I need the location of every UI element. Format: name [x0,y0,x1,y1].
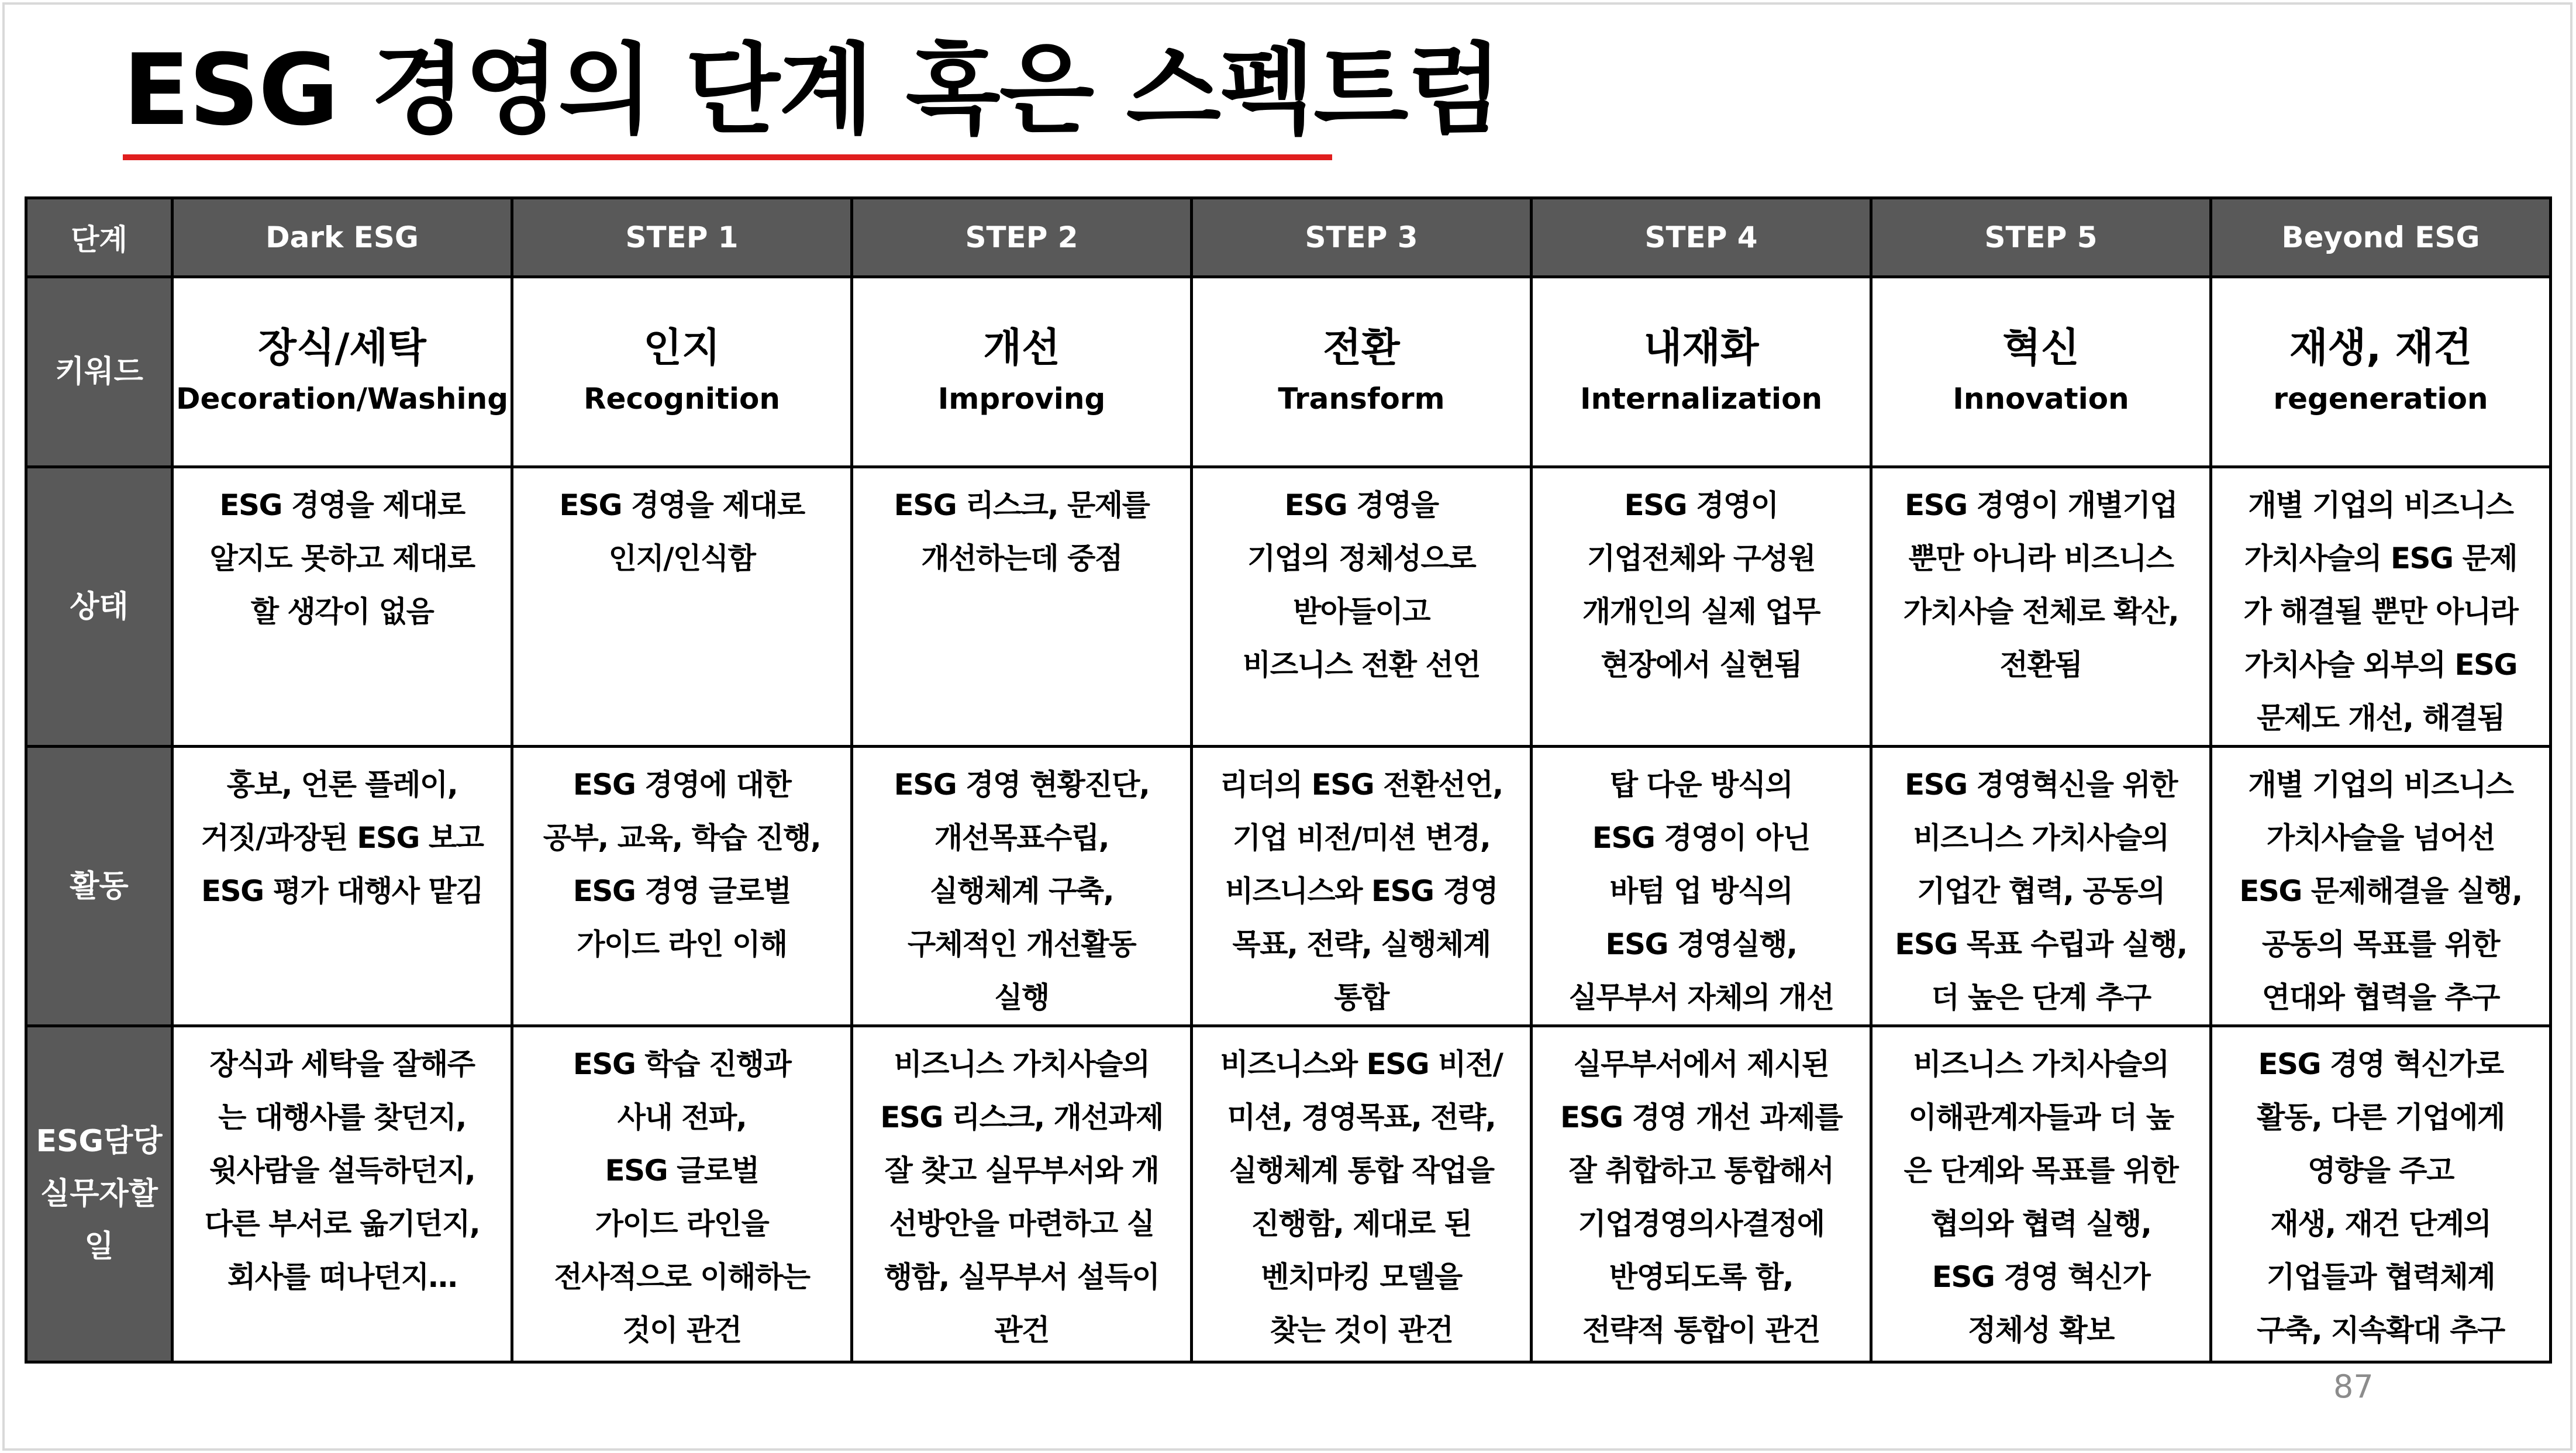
activity-cell [1871,747,2211,1026]
cell-line: 비즈니스 가치사슬의 [1913,1047,2169,1081]
keyword-cell [1532,277,1871,467]
keyword-korean: 개선 [983,325,1060,372]
cell-line: ESG 목표 수립과 실행, [1895,927,2187,961]
column-header: STEP 2 [852,198,1192,277]
cell-line: 가치사슬 외부의 ESG [2244,648,2518,682]
cell-line: 활동, 다른 기업에게 [2257,1100,2505,1134]
activity-cell [512,747,852,1026]
cell-line: ESG 경영 혁신가로 [2258,1047,2503,1081]
status-cell [1192,467,1532,747]
cell-line: 사내 전파, [617,1100,747,1134]
cell-line: 기업경영의사결정에 [1578,1207,1825,1241]
cell-line: ESG 문제해결을 실행, [2239,874,2522,908]
cell-line: 행함, 실무부서 설득이 [884,1260,1160,1294]
keyword-cell [173,277,512,467]
keyword-english: Innovation [1953,381,2129,416]
page-title: ESG 경영의 단계 혹은 스펙트럼 [123,33,1501,147]
cell-line: 현장에서 실현됨 [1601,648,1802,682]
keyword-cell [1192,277,1532,467]
keyword-korean: 전환 [1323,325,1400,372]
cell-line: 개선하는데 중점 [921,541,1122,575]
activity-cell [173,747,512,1026]
cell-line: 실무자 [40,1176,129,1212]
cell-line: 뿐만 아니라 비즈니스 [1908,541,2174,575]
cell-line: 반영되도록 함, [1609,1260,1794,1294]
cell-line: 담당 [104,1124,163,1159]
cell-line: 기업들과 협력체계 [2266,1260,2495,1294]
cell-line: ESG 평가 대행사 맡김 [201,874,484,908]
cell-line: 전략적 통합이 관건 [1582,1313,1820,1347]
cell-line: ESG 경영을 [1284,488,1439,522]
status-cell [1532,467,1871,747]
column-header: STEP 5 [1871,198,2211,277]
keyword-korean: 재생, 재건 [2289,325,2472,372]
keyword-english: regeneration [2273,381,2488,416]
cell-line: 공부, 교육, 학습 진행, [543,821,821,855]
cell-line: 할 생각이 없음 [250,595,434,629]
cell-line: ESG [36,1124,104,1159]
cell-line: 비즈니스와 ESG 경영 [1225,874,1498,908]
cell-line: 홍보, 언론 플레이, [226,768,458,802]
column-header: Beyond ESG [2211,198,2551,277]
cell-line: 연대와 협력을 추구 [2261,981,2500,1014]
cell-line: 선방안을 마련하고 실 [889,1207,1154,1241]
activity-cell [2211,747,2551,1026]
cell-line: 정체성 확보 [1968,1313,2114,1347]
activity-cell [1532,747,1871,1026]
row-label-keyword [26,277,173,467]
cell-line: ESG 경영을 제대로 [219,488,465,522]
corner-label: 단계 [26,198,173,277]
keyword-cell [2211,277,2551,467]
keyword-cell [1871,277,2211,467]
cell-line: 목표, 전략, 실행체계 [1232,927,1491,961]
cell-line: 가치사슬을 넘어선 [2266,821,2495,855]
cell-line: 받아들이고 [1293,595,1430,629]
cell-line: 인지/인식함 [608,541,756,575]
row-label-activity [26,747,173,1026]
keyword-english: Transform [1278,381,1445,416]
cell-line: 개선목표수립, [934,821,1109,855]
column-header: STEP 4 [1532,198,1871,277]
cell-line: 회사를 떠나던지… [227,1260,457,1294]
cell-line: 개개인의 실제 업무 [1582,595,1820,629]
cell-line: ESG 경영 혁신가 [1932,1260,2150,1294]
cell-line: 키워드 [55,354,143,389]
cell-line: 전환됨 [1999,648,2082,682]
cell-line: 것이 관건 [622,1313,742,1347]
cell-line: 문제도 개선, 해결됨 [2257,701,2505,735]
keyword-korean: 혁신 [2002,325,2080,372]
keyword-row [26,277,2551,467]
status-cell [1871,467,2211,747]
cell-line: 실행체계 구축, [929,874,1114,908]
page-number: 87 [2333,1368,2374,1405]
cell-line: ESG 경영 현황진단, [894,768,1150,802]
cell-line: ESG 경영에 대한 [573,768,791,802]
cell-line: 탑 다운 방식의 [1609,768,1793,802]
keyword-cell [512,277,852,467]
cell-line: 잘 찾고 실무부서와 개 [884,1154,1159,1188]
status-cell [173,467,512,747]
task-cell [512,1026,852,1362]
task-cell [2211,1026,2551,1362]
cell-line: 비즈니스 가치사슬의 [894,1047,1150,1081]
cell-line: 가치사슬 전체로 확산, [1903,595,2179,629]
task-row [26,1026,2551,1362]
esg-stage-table [25,196,2552,1364]
cell-line: 가치사슬의 ESG 문제 [2244,541,2518,575]
title-underline [123,154,1332,160]
cell-line: 활동 [70,868,129,904]
row-label-task [26,1026,173,1362]
cell-line: 비즈니스 가치사슬의 [1913,821,2169,855]
activity-cell [852,747,1192,1026]
task-cell [1532,1026,1871,1362]
status-cell [2211,467,2551,747]
cell-line: 관건 [994,1313,1049,1347]
cell-line: 전사적으로 이해하는 [554,1260,810,1294]
cell-line: ESG 경영을 제대로 [559,488,805,522]
cell-line: 통합 [1334,981,1389,1014]
activity-cell [1192,747,1532,1026]
task-cell [173,1026,512,1362]
header-row [26,198,2551,277]
cell-line: ESG 경영실행, [1605,927,1797,961]
cell-line: ESG 경영혁신을 위한 [1904,768,2178,802]
cell-line: ESG 경영이 [1624,488,1778,522]
cell-line: 가이드 라인을 [595,1207,769,1241]
cell-line: 개별 기업의 비즈니스 [2248,488,2513,522]
keyword-korean: 장식/세탁 [258,325,426,372]
cell-line: 기업 비전/미션 변경, [1232,821,1491,855]
cell-line: 비즈니스와 ESG 비전/ [1220,1047,1503,1081]
status-cell [512,467,852,747]
keyword-english: Internalization [1580,381,1823,416]
cell-line: 이해관계자들과 더 높 [1908,1100,2174,1134]
cell-line: 실행 [994,981,1049,1014]
keyword-english: Improving [937,381,1106,416]
keyword-english: Recognition [584,381,780,416]
task-cell [852,1026,1192,1362]
cell-line: 기업간 협력, 공동의 [1917,874,2165,908]
cell-line: 은 단계와 목표를 위한 [1903,1154,2178,1188]
cell-line: 가이드 라인 이해 [577,927,787,961]
cell-line: 기업의 정체성으로 [1247,541,1476,575]
cell-line: 구체적인 개선활동 [907,927,1136,961]
cell-line: 구축, 지속확대 추구 [2257,1313,2505,1347]
cell-line: 실무부서 자체의 개선 [1568,981,1834,1014]
cell-line: ESG 경영 개선 과제를 [1560,1100,1843,1134]
column-header: STEP 3 [1192,198,1532,277]
cell-line: 할 일 [84,1176,158,1264]
cell-line: 더 높은 단계 추구 [1931,981,2151,1014]
status-row [26,467,2551,747]
cell-line: ESG 리스크, 개선과제 [880,1100,1163,1134]
column-header: Dark ESG [173,198,512,277]
column-header: STEP 1 [512,198,852,277]
activity-row [26,747,2551,1026]
cell-line: ESG 경영 글로벌 [573,874,791,908]
cell-line: 진행함, 제대로 된 [1251,1207,1472,1241]
cell-line: 다른 부서로 옮기던지, [204,1207,480,1241]
cell-line: 장식과 세탁을 잘해주 [209,1047,475,1081]
cell-line: 미션, 경영목표, 전략, [1227,1100,1496,1134]
cell-line: 협의와 협력 실행, [1930,1207,2151,1241]
cell-line: 윗사람을 설득하던지, [209,1154,475,1188]
cell-line: 공동의 목표를 위한 [2261,927,2500,961]
cell-line: 는 대행사를 찾던지, [218,1100,466,1134]
keyword-korean: 인지 [643,325,720,372]
task-cell [1192,1026,1532,1362]
status-cell [852,467,1192,747]
cell-line: 리더의 ESG 전환선언, [1220,768,1503,802]
cell-line: 알지도 못하고 제대로 [209,541,475,575]
cell-line: ESG 글로벌 [605,1154,759,1188]
cell-line: 거짓/과장된 ESG 보고 [201,821,484,855]
cell-line: 바텀 업 방식의 [1609,874,1793,908]
cell-line: 잘 취합하고 통합해서 [1568,1154,1834,1188]
cell-line: 영향을 주고 [2308,1154,2454,1188]
cell-line: 상태 [70,589,129,624]
keyword-korean: 내재화 [1643,325,1759,372]
keyword-english: Decoration/Washing [175,381,509,416]
cell-line: 재생, 재건 단계의 [2270,1207,2491,1241]
row-label-status [26,467,173,747]
cell-line: ESG 경영이 아닌 [1592,821,1811,855]
cell-line: ESG 리스크, 문제를 [894,488,1150,522]
cell-line: 찾는 것이 관건 [1270,1313,1453,1347]
cell-line: 기업전체와 구성원 [1587,541,1816,575]
cell-line: 개별 기업의 비즈니스 [2248,768,2513,802]
cell-line: ESG 경영이 개별기업 [1904,488,2178,522]
cell-line: 비즈니스 전환 선언 [1242,648,1481,682]
cell-line: 실무부서에서 제시된 [1573,1047,1829,1081]
task-cell [1871,1026,2211,1362]
keyword-cell [852,277,1192,467]
cell-line: ESG 학습 진행과 [573,1047,791,1081]
cell-line: 실행체계 통합 작업을 [1229,1154,1494,1188]
cell-line: 벤치마킹 모델을 [1261,1260,1462,1294]
cell-line: 가 해결될 뿐만 아니라 [2243,595,2518,629]
